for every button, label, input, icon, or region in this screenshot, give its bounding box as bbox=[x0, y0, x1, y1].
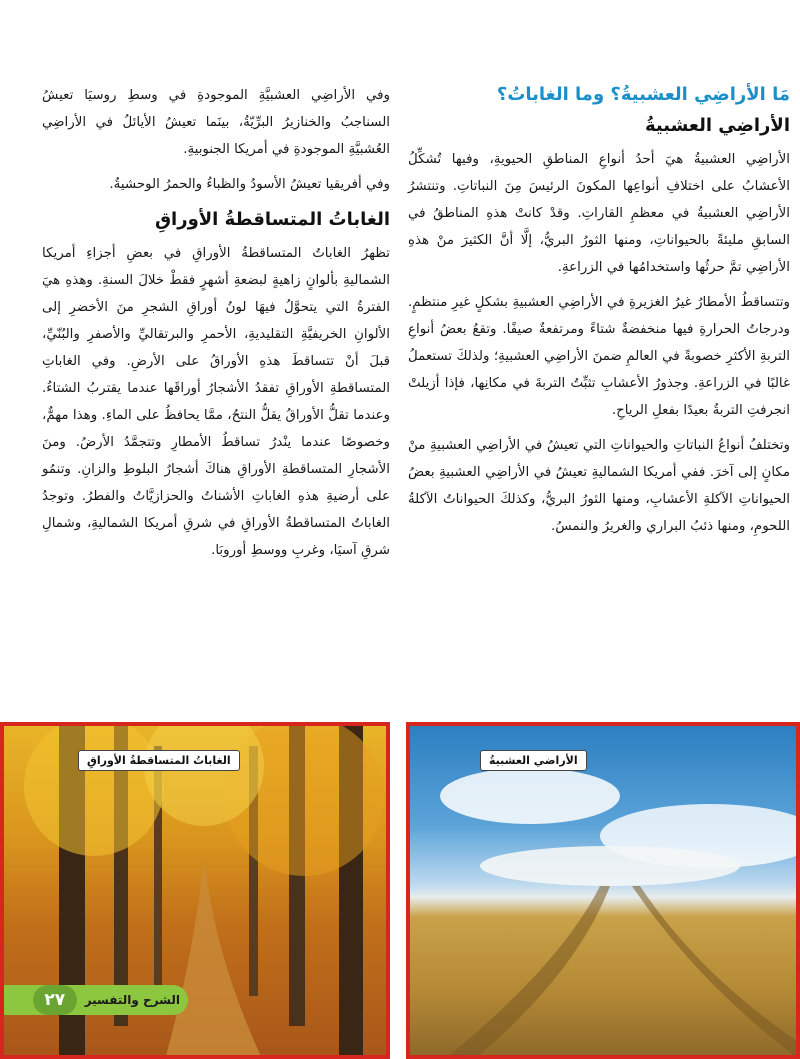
right-column bbox=[408, 82, 790, 548]
forest-caption: الغاباتُ المتساقطةُ الأوراقِ bbox=[78, 750, 240, 771]
left-column bbox=[42, 82, 390, 572]
page-footer-badge bbox=[4, 985, 188, 1015]
intro-paragraph-2: وفي أفريقيا تعيشُ الأسودُ والظباءُ والحمرُ الوحشيةُ. bbox=[109, 177, 390, 192]
page-section-label: الشرح والتفسير bbox=[84, 993, 180, 1007]
question-title: مَا الأراضِي العشبيةُ؟ وما الغاباتُ؟ bbox=[496, 84, 790, 105]
grassland-paragraph-3: وتختلفُ أنواعُ النباتاتِ والحيواناتِ التي تعيشُ في الأراضِي العشبيةِ منْ مكانٍ إلى آخرَ. ففي أمريكا الشماليةِ تعيشُ في الأراضِي العشبيةِ بعضُ الحيواناتِ الآكلةِ الأعشابِ، ومنها الثورُ البريُّ، وكذلكَ الحيواناتُ الآكلةُ اللحومِ، ومنها ذئبُ البراري والغريرُ والنمسُ. bbox=[408, 438, 790, 534]
intro-paragraph-1: وفي الأراضِي العشبيَّةِ الموجودةِ في وسطِ روسيَا تعيشُ السناجبُ والخنازيرُ البرِّيّةُ، بينَما تعيشُ الأيائلُ في الأراضِي العُشبيَّةِ الموجودةِ في أمريكا الجنوبيةِ. bbox=[42, 88, 390, 157]
page-number: ٢٧ bbox=[33, 985, 77, 1015]
deciduous-paragraph-1: تظهرُ الغاباتُ المتساقطةُ الأوراقِ في بعضِ أجزاءِ أمريكا الشماليةِ بألوانٍ زاهيةٍ لبضعةِ أشهرٍ فقطْ خلالَ السنةِ. وهذهِ هيَ الفترةُ التي يتحوَّلُ فيهَا لونُ أوراقِ الشجرِ منَ الأخضرِ إلى الألوانِ الخريفيَّةِ التقليديةِ، الأحمرِ والبرتقاليِّ والأصفرِ والبُنّيِّ، قبلَ أنْ تتساقطَ هذهِ الأوراقُ على الأرضِ. وفي الغاباتِ المتساقطةِ الأوراقِ تفقدُ الأشجارُ أوراقَها عندما يقتربُ الشتاءُ. وعندما تقلُّ الأوراقُ يقلُّ النتحُ، ممَّا يحافظُ على الماءِ. وهذا مهمٌّ، وخصوصًا عندما ينْدرُ تساقطُ الأمطارِ وتتجمَّدُ الأرضُ. ومنَ الأشجارِ المتساقطةِ الأوراقِ هناكَ أشجارُ البلوطِ والزانِ. وتنمُو على أرضيةِ هذهِ الغاباتِ الأشناتُ والحزازيَّاتُ والفطرُ. وتوجدُ الغاباتُ المتساقطةُ الأوراقِ في شرقِ أمريكا الشماليةِ، وشمالِ شرقِ آسيَا، وغربِ ووسطِ أوروبَا. bbox=[42, 246, 390, 558]
grassland-paragraph-2: وتتساقطُ الأمطارُ غيرُ الغزيرةِ في الأراضِي العشبيةِ بشكلٍ غيرِ منتظمٍ. ودرجاتُ الحرارةِ فيها منخفضةٌ شتاءً ومرتفعةٌ صيفًا. وتقعُ بعضُ أنواعِ التربةِ الأكثرِ خصوبةً في العالمِ ضمنَ الأراضِي العشبيةِ؛ ولذلكَ تستعملُ غالبًا في الزراعةِ. وجذورُ الأعشابِ تثبِّتُ التربةَ في مكانِها، فإذا أزيلتْ انجرفتِ التربةُ بعيدًا بفعلِ الرياحِ. bbox=[408, 295, 790, 418]
grassland-paragraph-1: الأراضِي العشبيةُ هيَ أحدُ أنواعِ المناطقِ الحيويةِ، وفيها تُشكِّلُ الأعشابُ على اختلافِ أنواعِها المكونَ الرئيسَ مِنَ النباتاتِ. وتنتشرُ الأراضِي العشبيةُ في معظمِ القاراتِ. وقدْ كانتْ هذهِ المناطقُ في السابقِ مليئةً بالحيواناتِ، ومنها الثورُ البريُّ، إلَّا أنَّ الكثيرَ منْ هذهِ الأراضِي تمَّ حرثُها واستخدامُها في الزراعةِ. bbox=[408, 152, 790, 275]
grassland-illustration bbox=[410, 726, 800, 1059]
grassland-caption: الأراضي العشبيةُ bbox=[480, 750, 587, 771]
grassland-photo bbox=[406, 722, 800, 1059]
deciduous-forest-heading: الغاباتُ المتساقطةُ الأوراقِ bbox=[154, 209, 390, 230]
grassland-heading: الأراضِي العشبيةُ bbox=[645, 115, 790, 136]
